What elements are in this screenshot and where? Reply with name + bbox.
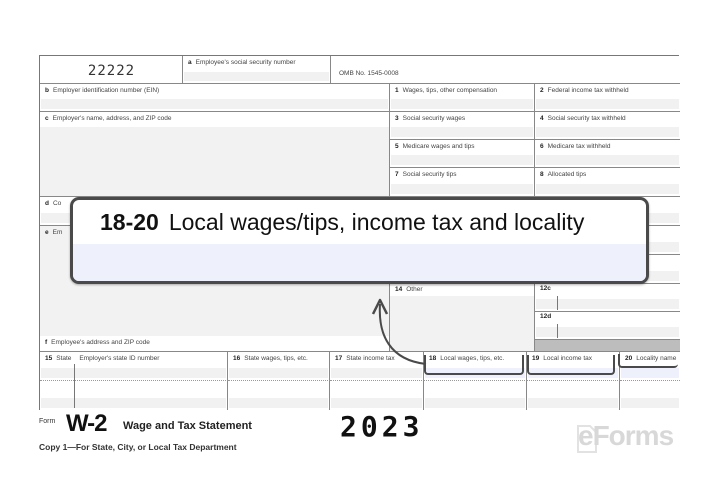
callout-range: 18-20 bbox=[100, 209, 159, 235]
callout-band bbox=[73, 244, 646, 281]
box-4[interactable]: 4 Social security tax withheld bbox=[535, 112, 680, 140]
box-a[interactable]: a Employee's social security number bbox=[183, 56, 331, 84]
box-5[interactable]: 5 Medicare wages and tips bbox=[390, 140, 535, 168]
highlight-box-19 bbox=[527, 355, 615, 375]
omb-box bbox=[331, 56, 680, 84]
box-3[interactable]: 3 Social security wages bbox=[390, 112, 535, 140]
box-1[interactable]: 1 Wages, tips, other compensation bbox=[390, 84, 535, 112]
box-e-f[interactable]: e Em f Employee's address and ZIP code bbox=[40, 226, 390, 352]
eforms-watermark: eForms bbox=[578, 420, 674, 451]
omb-number: OMB No. 1545-0008 bbox=[339, 70, 399, 77]
box-14[interactable]: 14 Other bbox=[390, 226, 535, 352]
curved-arrow-icon bbox=[360, 290, 440, 370]
callout-box bbox=[70, 197, 649, 284]
box-19[interactable]: 19 Local income tax bbox=[527, 352, 620, 381]
form-word: Form bbox=[39, 418, 56, 425]
box-7[interactable]: 7 Social security tips bbox=[390, 168, 535, 197]
box-17[interactable]: 17 State income tax bbox=[330, 352, 424, 381]
form-name: W-2 bbox=[66, 410, 107, 437]
form-title: Wage and Tax Statement bbox=[123, 420, 252, 432]
box-12c[interactable]: 12c bbox=[535, 284, 680, 312]
box-16[interactable]: 16 State wages, tips, etc. bbox=[228, 352, 330, 381]
box-15[interactable]: 15 State Employer's state ID number bbox=[40, 352, 228, 381]
highlight-box-20 bbox=[618, 354, 678, 368]
copy-label: Copy 1—For State, City, or Local Tax Department bbox=[39, 442, 237, 452]
callout-text: Local wages/tips, income tax and locality bbox=[168, 209, 585, 235]
box-15-row2[interactable] bbox=[40, 381, 228, 410]
box-19-row2[interactable] bbox=[527, 381, 620, 410]
box-d[interactable]: d Co bbox=[40, 197, 390, 226]
box-8[interactable]: 8 Allocated tips bbox=[535, 168, 680, 197]
box-16-row2[interactable] bbox=[228, 381, 330, 410]
box-18-row2[interactable] bbox=[424, 381, 527, 410]
box-18[interactable]: 18 Local wages, tips, etc. bbox=[424, 352, 527, 381]
box-2[interactable]: 2 Federal income tax withheld bbox=[535, 84, 680, 112]
box-17-row2[interactable] bbox=[330, 381, 424, 410]
control-number: 22222 bbox=[87, 63, 136, 79]
box-f: f Employee's address and ZIP code bbox=[40, 336, 389, 351]
control-number-box bbox=[40, 56, 183, 84]
box-6[interactable]: 6 Medicare tax withheld bbox=[535, 140, 680, 168]
box-20[interactable]: 20 Locality name bbox=[620, 352, 680, 381]
tax-year: 2023 bbox=[340, 410, 424, 443]
box-c[interactable]: c Employer's name, address, and ZIP code bbox=[40, 112, 390, 197]
box-b[interactable]: b Employer identification number (EIN) bbox=[40, 84, 390, 112]
callout-title bbox=[100, 209, 584, 236]
box-12-grey bbox=[535, 340, 680, 352]
box-20-row2[interactable] bbox=[620, 381, 680, 410]
box-12d[interactable]: 12d bbox=[535, 312, 680, 340]
